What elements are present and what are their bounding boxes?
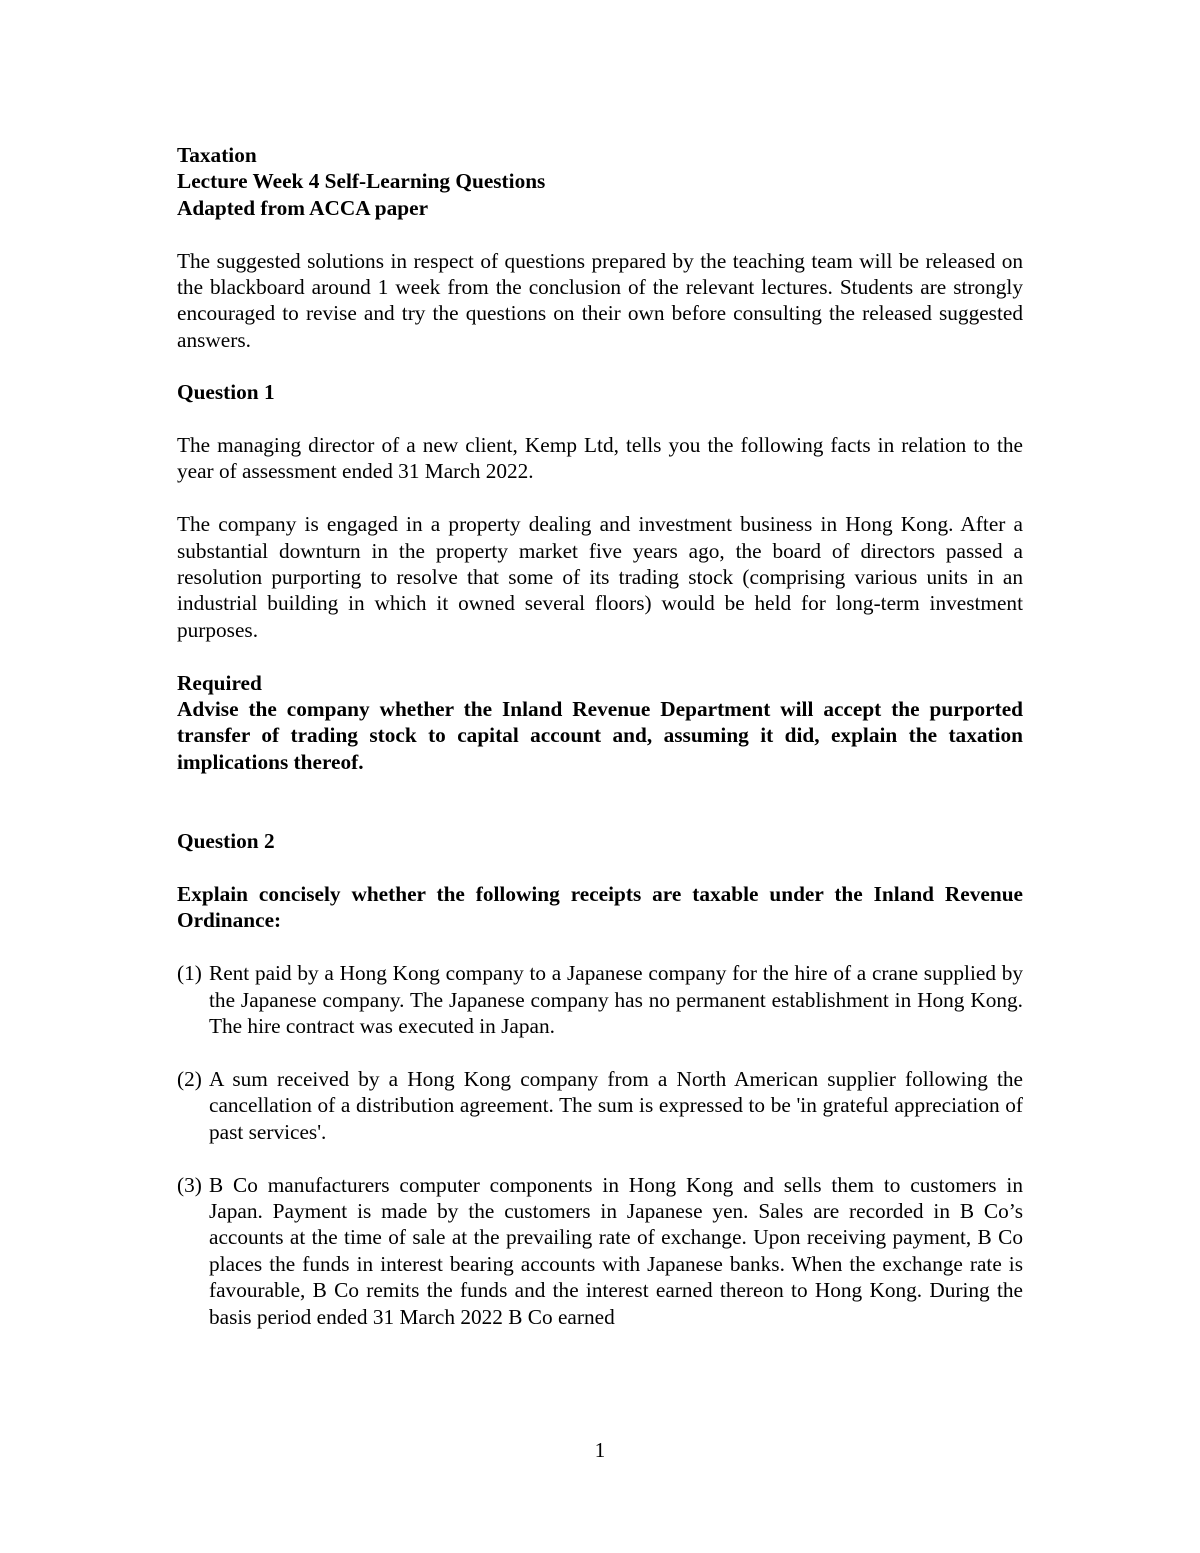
question-2-instruction: Explain concisely whether the following receipts are taxable under the Inland Revenue Ordinance:: [177, 882, 1023, 933]
document-page: [177, 142, 1023, 1330]
question-1-required-label: Required: [177, 670, 262, 695]
list-item: [177, 1066, 1023, 1145]
question-1-paragraph-2: The company is engaged in a property dealing and investment business in Hong Kong. After a substantial downturn in the property market five years ago, the board of directors passed a resolution purporting to resolve that some of its trading stock (comprising various units in an industrial building in which it owned several floors) would be held for long-term investment purposes.: [177, 512, 1023, 642]
list-item-number: (1): [177, 961, 202, 986]
list-item: [177, 960, 1023, 1039]
list-item-text: B Co manufacturers computer components in Hong Kong and sells them to customers in Japan. Payment is made by the customers in Japanese yen. Sales are recorded in B Co’s accounts at the time of sale at the prevailing rate of exchange. Upon receiving payment, B Co places the funds in interest bearing accounts with Japanese banks. When the exchange rate is favourable, B Co remits the funds and the interest earned thereon to Hong Kong. During the basis period ended 31 March 2022 B Co earned: [209, 1172, 1023, 1329]
question-1-heading: Question 1: [177, 380, 275, 405]
document-source: Adapted from ACCA paper: [177, 195, 429, 220]
document-subtitle: Lecture Week 4 Self-Learning Questions: [177, 169, 546, 194]
list-item: [177, 1172, 1023, 1330]
question-2-heading: Question 2: [177, 829, 275, 854]
list-item-text: Rent paid by a Hong Kong company to a Japanese company for the hire of a crane supplied by the Japanese company. The Japanese company has no permanent establishment in Hong Kong. The hire contract was executed in Japan.: [209, 961, 1023, 1039]
page-number: 1: [594, 1438, 606, 1462]
question-1-required-text: Advise the company whether the Inland Revenue Department will accept the purported transfer of trading stock to capital account and, assuming it did, explain the taxation implications thereof.: [177, 697, 1023, 774]
question-1-paragraph-1: The managing director of a new client, Kemp Ltd, tells you the following facts in relation to the year of assessment ended 31 March 2022.: [177, 433, 1023, 484]
list-item-number: (2): [177, 1066, 202, 1091]
list-item-number: (3): [177, 1172, 202, 1197]
intro-paragraph: The suggested solutions in respect of questions prepared by the teaching team will be released on the blackboard around 1 week from the conclusion of the relevant lectures. Students are strongly encouraged to revise and try the questions on their own before consulting the released suggested answers.: [177, 248, 1023, 352]
question-2-list: [177, 960, 1023, 1330]
document-title: Taxation: [177, 143, 257, 167]
list-item-text: A sum received by a Hong Kong company from a North American supplier following the cancellation of a distribution agreement. The sum is expressed to be 'in grateful appreciation of past services'.: [209, 1066, 1023, 1144]
